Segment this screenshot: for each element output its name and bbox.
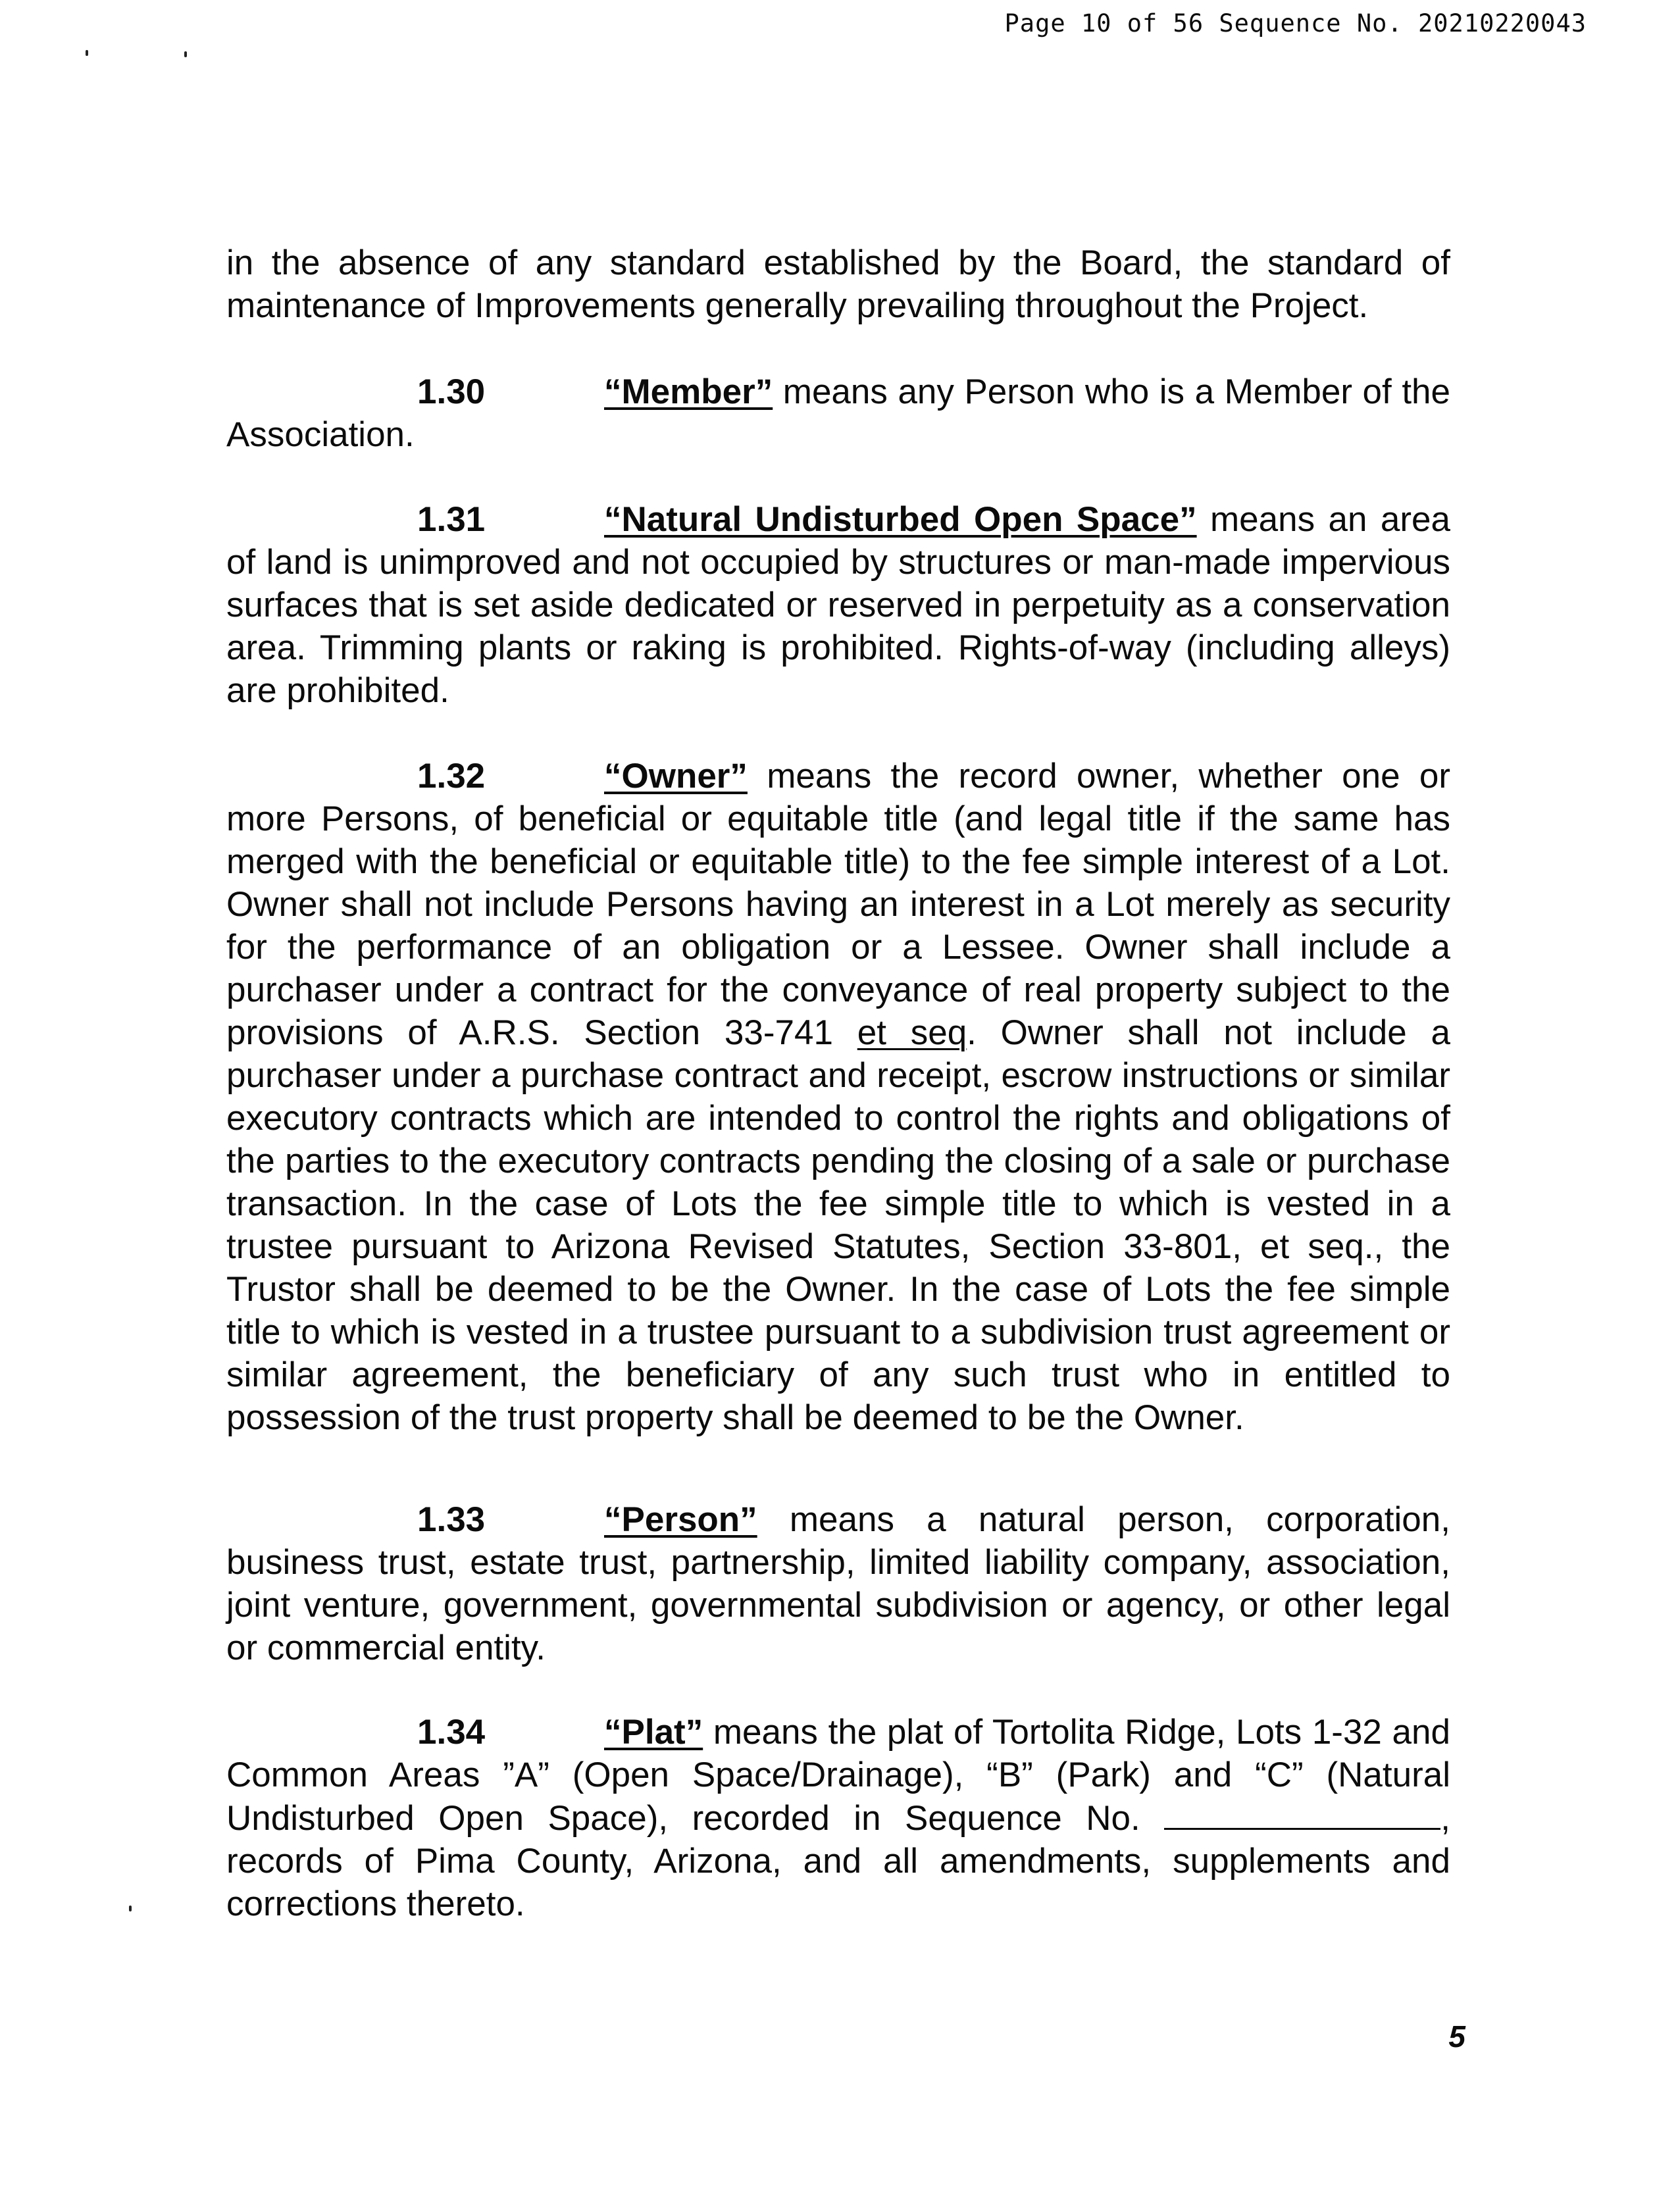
section-1-32 [226, 755, 1450, 1439]
section-1-30 [226, 370, 1450, 456]
definition-text-continued: , records of Pima County, Arizona, and all amendments, supplements and corrections thereto. [226, 1799, 1450, 1923]
definition-text: means the plat of Tortolita Ridge, Lots 1-32 and Common Areas ”A” (Open Space/Drainage), “B” (Park) and “C” (Natural Undisturbed Open Space), recorded in Sequence No. [226, 1713, 1450, 1838]
intro-paragraph [226, 241, 1450, 327]
scan-speck [184, 51, 187, 57]
et-seq-citation: et seq [857, 1013, 967, 1052]
scan-speck [86, 50, 88, 56]
section-1-31 [226, 498, 1450, 712]
defined-term: “Plat” [604, 1713, 703, 1752]
defined-term: “Owner” [604, 757, 748, 796]
definition-text: means any Person who is a Member of the Association. [226, 372, 1450, 454]
definition-text-continued: . Owner shall not include a purchaser under a purchase contract and receipt, escrow instructions or similar executory contracts which are intended to control the rights and obligations of the parties to the executory contracts pending the closing of a sale or purchase transaction. In the case of Lots the fee simple title to which is vested in a trustee pursuant to Arizona Revised Statutes, Section 33-801, et seq., the Trustor shall be deemed to be the Owner. In the case of Lots the fee simple title to which is vested in a trustee pursuant to a subdivision trust agreement or similar agreement, the beneficiary of any such trust who in entitled to possession of the trust property shall be deemed to be the Owner. [226, 1013, 1450, 1437]
intro-text: in the absence of any standard established by the Board, the standard of maintenance of Improvements generally prevailing throughout the Project. [226, 243, 1450, 325]
section-1-33 [226, 1498, 1450, 1669]
section-number: 1.33 [417, 1500, 486, 1539]
defined-term: “Person” [604, 1500, 757, 1539]
definition-text: means a natural person, corporation, business trust, estate trust, partnership, limited liability company, association, joint venture, government, governmental subdivision or agency, or other legal or commercial entity. [226, 1500, 1450, 1667]
section-number: 1.31 [417, 500, 486, 539]
page-number: 5 [1448, 2019, 1465, 2054]
definition-text: means the record owner, whether one or more Persons, of beneficial or equitable title (and legal title if the same has merged with the beneficial or equitable title) to the fee simple interest of a Lot. Owner shall not include Persons having an interest in a Lot merely as security for the performance of an obligation or a Lessee. Owner shall include a purchaser under a contract for the conveyance of real property subject to the provisions of A.R.S. Section 33-741 [226, 757, 1450, 1052]
section-number: 1.32 [417, 757, 486, 796]
section-1-34 [226, 1711, 1450, 1925]
defined-term: “Natural Undisturbed Open Space” [604, 500, 1197, 539]
section-number: 1.34 [417, 1713, 486, 1752]
defined-term: “Member” [604, 372, 773, 411]
sequence-number-blank [1164, 1796, 1440, 1830]
recording-header: Page 10 of 56 Sequence No. 20210220043 [1004, 9, 1587, 38]
section-number: 1.30 [417, 372, 486, 411]
definition-text: means an area of land is unimproved and not occupied by structures or man-made impervious surfaces that is set aside dedicated or reserved in perpetuity as a conservation area. Trimming plants or raking is prohibited. Rights-of-way (including alleys) are prohibited. [226, 500, 1450, 710]
scan-speck [129, 1906, 132, 1911]
